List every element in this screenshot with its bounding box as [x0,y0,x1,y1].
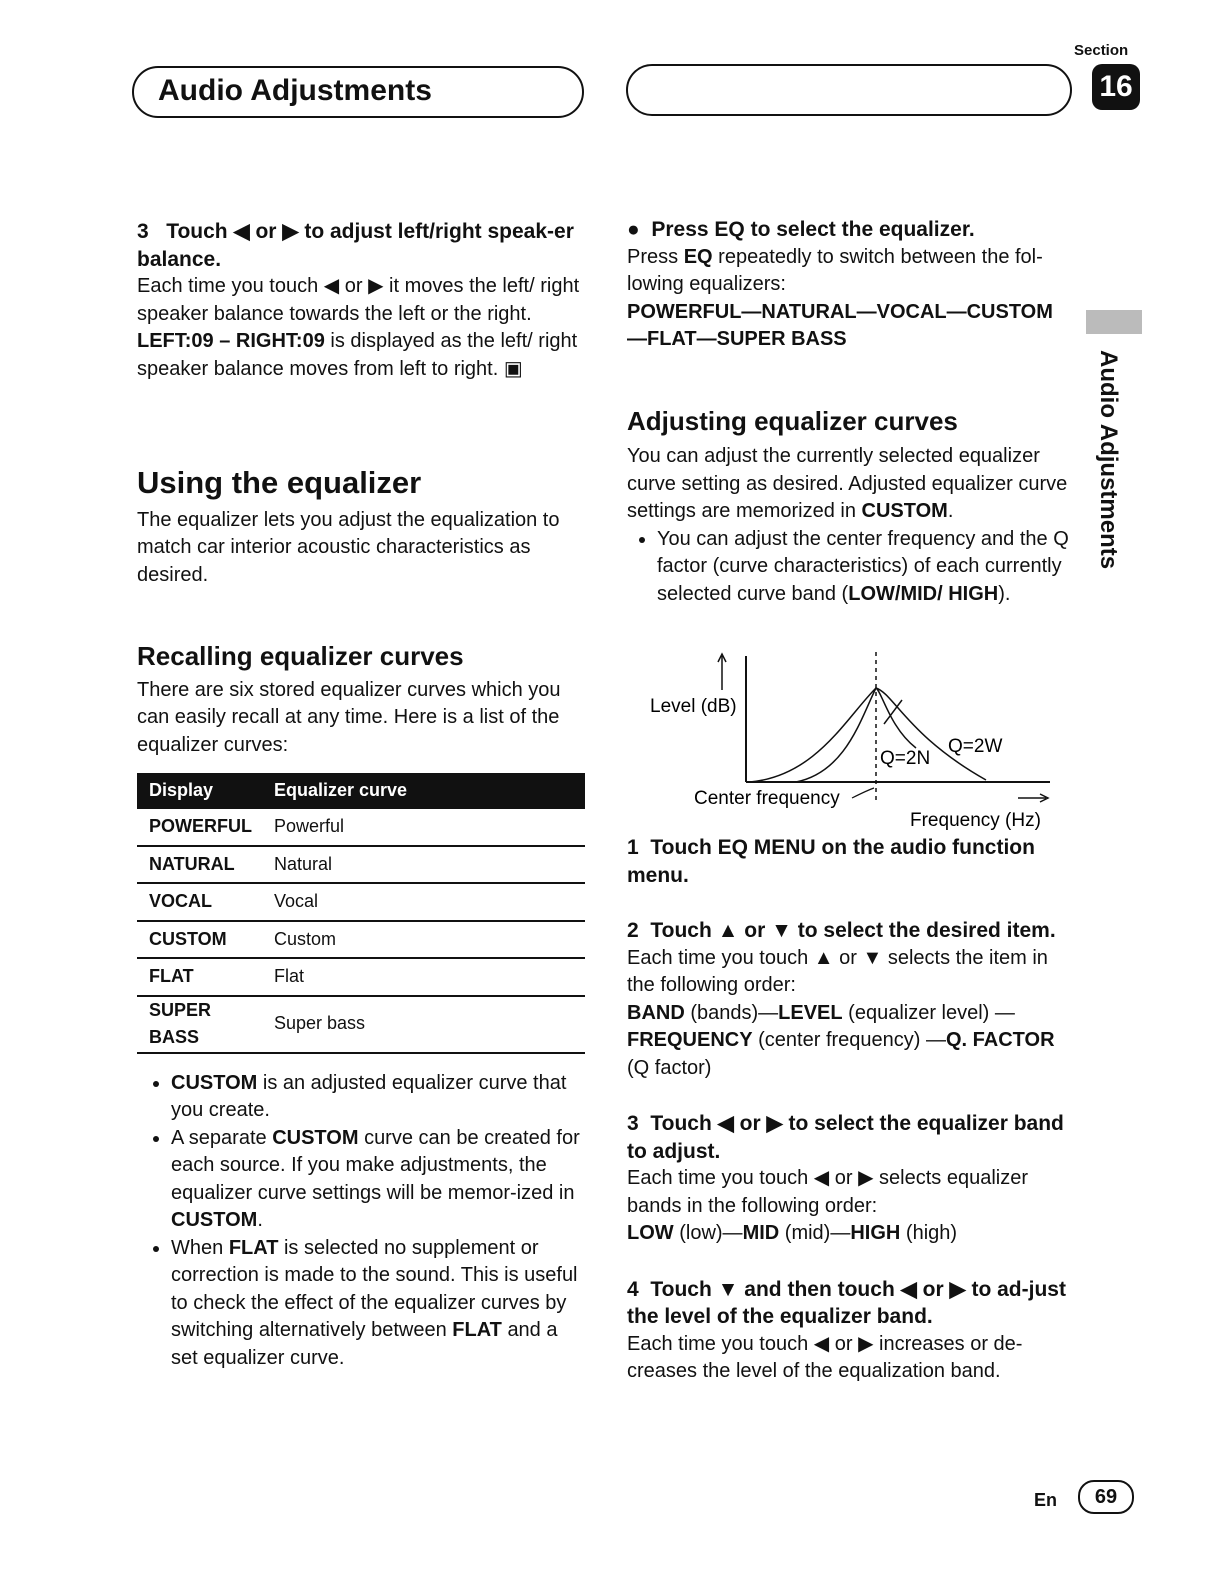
table-cell: Natural [262,846,585,884]
list-item: • A separate CUSTOM curve can be created for each source. If you make adjustments, the equalizer curve settings will be memor-ized in CUSTOM. [171,1125,587,1235]
table-cell: CUSTOM [137,921,262,959]
footer-language: En [1034,1490,1058,1510]
right-arrow-icon: ▶ [858,1167,874,1189]
step-2-order: BAND (bands)—LEVEL (equalizer level) —FREQUENCY (center frequency) —Q. FACTOR (Q factor) [627,1001,1055,1079]
step-3-heading: 3 Touch ◀ or ▶ to select the equalizer band to adjust. [627,1112,1064,1163]
table-row [137,921,585,959]
list-item: • CUSTOM is an adjusted equalizer curve that you create. [171,1070,587,1125]
left-arrow-icon: ◀ [813,1167,830,1189]
step-1-heading: 1 Touch EQ MENU on the audio function menu. [627,836,1035,887]
equalizer-curve-diagram [646,648,1066,838]
table-cell: VOCAL [137,883,262,921]
step-2-heading: 2 Touch ▲ or ▼ to select the desired item. [627,919,1056,942]
using-equalizer-title: Using the equalizer [137,465,422,500]
table-cell: Super bass [262,996,585,1053]
side-tab-label [1084,350,1124,580]
table-cell: Powerful [262,809,585,846]
table-row [137,846,585,884]
list-item: • When FLAT is selected no supplement or correction is made to the sound. This is useful to check the effect of the equalizer curves by switching alternatively between FLAT and a set equalizer curve. [171,1235,587,1373]
step-4-body: Each time you touch ◀ or ▶ increases or de-creases the level of the equalization band. [627,1332,1023,1382]
frequency-label: Frequency (Hz) [910,810,1041,831]
step-3-balance-body: Each time you touch ◀ or ▶ it moves the left/ right speaker balance towards the left or the right. [137,275,580,325]
right-arrow-icon: ▶ [766,1112,783,1135]
step-4-heading: 4 Touch ▼ and then touch ◀ or ▶ to ad-just the level of the equalizer band. [627,1277,1066,1328]
table-row [137,883,585,921]
list-item: • You can adjust the center frequency and the Q factor (curve characteristics) of each currently selected curve band (LOW/MID/ HIGH). [657,526,1077,609]
header-title: Audio Adjustments [158,74,432,107]
table-cell: POWERFUL [137,809,262,846]
bullet-icon: ● [627,218,640,241]
center-pointer [852,788,874,798]
up-arrow-icon: ▲ [717,919,739,942]
using-equalizer-body: The equalizer lets you adjust the equalization to match car interior acoustic characteristics as desired. [137,508,560,586]
adjusting-body: You can adjust the currently selected equalizer curve setting as desired. Adjusted equalizer curve settings are memorized in CUSTOM. [627,445,1068,522]
right-arrow-icon: ▶ [368,275,384,297]
side-tab-marker [1086,310,1142,334]
table-header: Equalizer curve [262,773,585,809]
table-cell: SUPER BASS [137,996,262,1053]
section-number-badge: 16 [1092,64,1140,110]
q-narrow-label: Q=2N [880,748,931,769]
end-mark-icon: ▣ [503,357,523,380]
press-eq-body: Press EQ repeatedly to switch between the fol-lowing equalizers: [627,245,1043,295]
table-row [137,809,585,846]
table-cell: FLAT [137,958,262,996]
header-title-box [132,66,584,118]
up-arrow-icon: ▲ [813,946,834,969]
level-label: Level (dB) [650,696,737,717]
step-3-order: LOW (low)—MID (mid)—HIGH (high) [627,1222,958,1244]
step-3-body: Each time you touch ◀ or ▶ selects equalizer bands in the following order: [627,1167,1029,1217]
section-label: Section [1074,42,1129,59]
right-arrow-icon: ▶ [858,1332,874,1355]
wide-q-curve [750,688,986,782]
down-arrow-icon: ▼ [717,1277,739,1301]
recalling-title: Recalling equalizer curves [137,641,464,671]
right-arrow-icon: ▶ [282,220,299,243]
center-frequency-label: Center frequency [694,788,840,809]
page-number: 69 [1078,1480,1134,1514]
equalizer-sequence: POWERFUL—NATURAL—VOCAL—CUSTOM —FLAT—SUPER BASS [627,300,1053,350]
table-row [137,958,585,996]
down-arrow-icon: ▼ [862,946,883,969]
recalling-body: There are six stored equalizer curves which you can easily recall at any time. Here is a list of the equalizer curves: [137,678,561,756]
left-column [137,218,587,1372]
step-2-body: Each time you touch ▲ or ▼ selects the item in the following order: [627,946,1048,996]
left-arrow-icon: ◀ [813,1332,830,1355]
equalizer-table [137,773,585,1054]
down-arrow-icon: ▼ [771,919,792,942]
step-3-balance-display: LEFT:09 – RIGHT:09 is displayed as the left/ right speaker balance moves from left to right. ▣ [137,330,578,380]
adjusting-title: Adjusting equalizer curves [627,405,958,436]
right-arrow-icon: ▶ [949,1277,966,1301]
left-arrow-icon: ◀ [323,275,340,297]
q-wide-label: Q=2W [948,736,1003,757]
table-cell: NATURAL [137,846,262,884]
left-arrow-icon: ◀ [717,1112,734,1135]
table-cell: Custom [262,921,585,959]
press-eq-heading: ● Press EQ to select the equalizer. [627,218,975,241]
step-3-balance-heading: 3 Touch ◀ or ▶ to adjust left/right speak-er balance. [137,220,574,271]
left-arrow-icon: ◀ [900,1277,917,1301]
side-tab-text: Audio Adjustments [1095,350,1122,570]
table-row [137,996,585,1053]
custom-notes-list [137,1070,587,1373]
header-empty-box [626,64,1072,116]
left-arrow-icon: ◀ [233,220,250,243]
table-cell: Vocal [262,883,585,921]
adjusting-bullets [627,526,1077,609]
table-header-row [137,773,585,809]
table-cell: Flat [262,958,585,996]
table-header: Display [137,773,262,809]
